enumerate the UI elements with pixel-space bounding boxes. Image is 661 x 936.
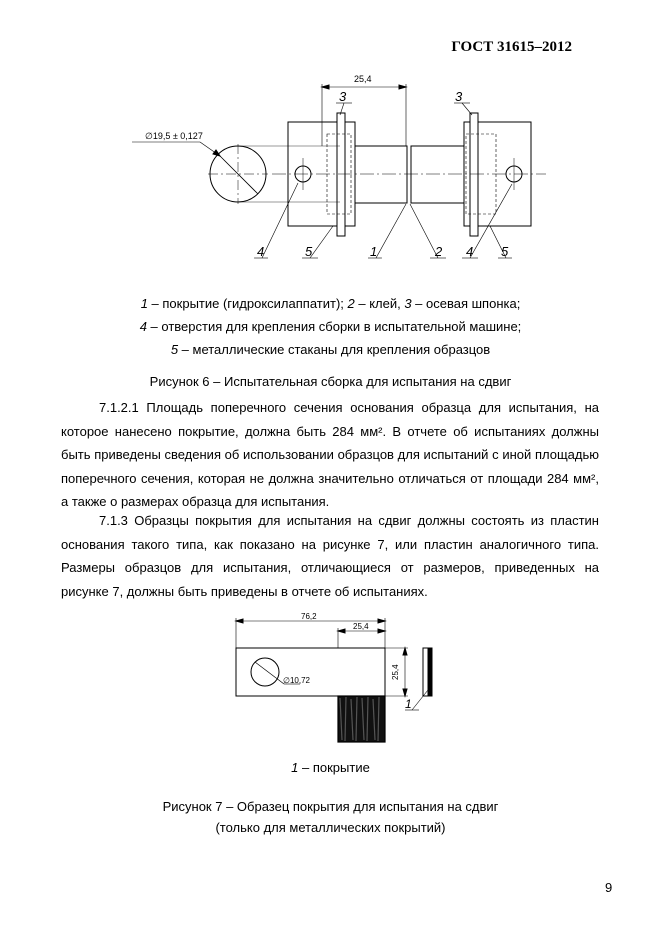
figure-6-legend-2: 4 – отверстия для крепления сборки в испытательной машине; (139, 319, 522, 334)
document-header: ГОСТ 31615–2012 (451, 39, 572, 55)
dim-25-4-height: 25,4 (391, 664, 400, 680)
dim-25-4-coat: 25,4 (353, 622, 369, 631)
label-3-left: 3 (339, 89, 347, 104)
paragraph-7-1-2-1: 7.1.2.1 Площадь поперечного сечения основания образца для испытания, на которое нанесено покрытие, должна быть 284 мм². В отчете об испытаниях должны быть приведены сведения об использовании образцов для испытаний с иной площадью поперечного сечения, которая не должна значительно отличаться от площади 284 мм², а также о размерах образца для испытания. (61, 400, 599, 510)
figure-7-legend: 1 – покрытие (291, 760, 370, 775)
dim-diameter: ∅19,5 ± 0,127 (145, 131, 203, 141)
label-1-coating: 1 (405, 697, 412, 711)
figure-6-legend-3: 5 – металлические стаканы для крепления образцов (170, 342, 491, 357)
page-number: 9 (605, 880, 613, 895)
label-4-right: 4 (466, 244, 474, 259)
label-5-left: 5 (305, 244, 313, 259)
label-5-right: 5 (501, 244, 509, 259)
label-4-left: 4 (257, 244, 265, 259)
coating-texture (338, 696, 385, 742)
figure-6-caption: Рисунок 6 – Испытательная сборка для испытания на сдвиг (149, 374, 512, 389)
figure-7-caption: Рисунок 7 – Образец покрытия для испытания на сдвиг (162, 799, 499, 814)
figure-6-legend-1: 1 – покрытие (гидроксилаппатит); 2 – клей, 3 – осевая шпонка; (140, 296, 521, 311)
paragraph-7-1-3: 7.1.3 Образцы покрытия для испытания на сдвиг должны состоять из пластин основания такого типа, как показано на рисунке 7, или пластин аналогичного типа. Размеры образцов для испытания, отличающиеся от размеров, приведенных на рисунке 7, должны быть приведены в отчете об испытаниях. (61, 513, 599, 599)
label-1: 1 (370, 244, 378, 259)
label-3-right: 3 (455, 89, 463, 104)
dim-hole: ∅10,72 (283, 676, 310, 685)
dim-25-4: 25,4 (354, 74, 372, 84)
label-2: 2 (435, 244, 443, 259)
dim-76-2: 76,2 (301, 612, 317, 621)
figure-7-caption-sub: (только для металлических покрытий) (215, 820, 446, 835)
